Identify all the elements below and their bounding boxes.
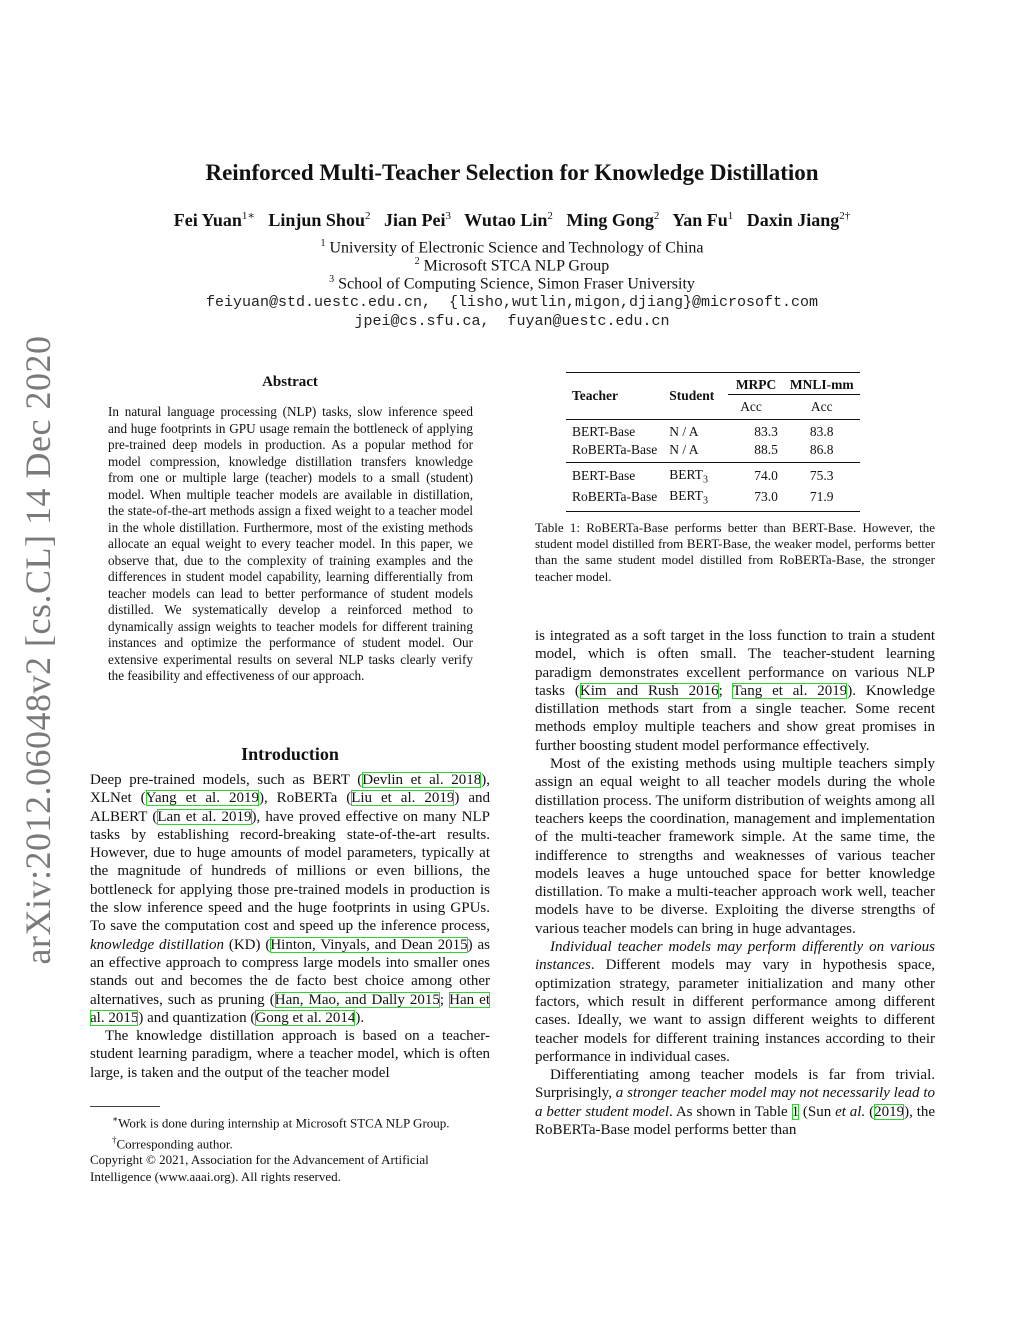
citation-link[interactable]: Devlin et al. 2018 [362,772,482,788]
footnote-rule [90,1106,160,1107]
col-subheader-acc: Acc [740,399,762,414]
copyright-notice: Copyright © 2021, Association for the Advancement of Artificial Intelligence (www.aaai.org). All rights reserved. [90,1152,429,1184]
right-paragraph-3: Individual teacher models may perform differently on various instances. Different models may vary in hypothesis space, optimization strategy, parameter initialization and many other factors, which result in different performance among different cases. Ideally, we want to assign different weights to different teacher models for different training instances according to their performance in individual cases. [535,939,935,1065]
col-subheader-acc: Acc [810,399,833,414]
citation-link[interactable]: Gong et al. 2014 [255,1009,356,1026]
citation-link[interactable]: Kim and Rush 2016 [579,682,719,699]
citation-link[interactable]: Han, Mao, and Dally 2015 [274,991,440,1008]
citation-link[interactable]: Lan et al. 2019 [157,808,252,825]
author: Fei Yuan$^{1∗}$ [173,210,255,230]
intro-paragraph-1: Deep pre-trained models, such as BERT (Devlin et al. 2018), XLNet (Yang et al. 2019), RoBERTa (Liu et al. 2019) and ALBERT (Lan et al. 2019), have proved effective on many NLP tasks by establishing record-breaking state-of-the-art results. However, due to huge amounts of model parameters, typically at the magnitude of hundreds of millions or even billions, the bottleneck for applying those pre-trained models in production is the slow inference speed and the huge footprints in using GPUs. To save the computation cost and speed up the inference process, knowledge distillation (KD) (Hinton, Vinyals, and Dean 2015) as an effective approach to compress large models into smaller ones stands out and becomes the de facto best choice among other alternatives, such as pruning (Han, Mao, and Dally 2015; Han et al. 2015) and quantization (Gong et al. 2014). [90,772,491,1026]
author: Jian Pei$^3$ [383,210,451,230]
intro-paragraph-2: The knowledge distillation approach is based on a teacher-student learning paradigm, where a teacher model, which is often large, is taken and the output of the teacher model [90,1028,490,1081]
citation-link[interactable]: Hinton, Vinyals, and Dean 2015 [270,936,468,953]
right-column-body [535,627,935,1139]
table-row: BERT-Base $BERT_3$ 74.0 75.3 [566,463,860,487]
col-header-mrpc: MRPC [728,373,784,395]
abstract-body: In natural language processing (NLP) tasks, slow inference speed and huge footprints in GPU usage remain the bottleneck of applying pre-trained deep models in production. As a popular method for model compression, knowledge distillation transfers knowledge from one or multiple large (teacher) models to a small (student) model. When multiple teacher models are available in distillation, the state-of-the-art methods assign a fixed weight to a teacher model in the whole distillation. Furthermore, most of the existing methods allocate an equal weight to every teacher model. In this paper, we observe that, due to the complexity of training examples and the differences in student model capability, learning differentially from teacher models can lead to better performance of student models distilled. We systematically develop a reinforced method to dynamically assign weights to teacher models for different training instances and optimize the performance of student model. Our extensive experimental results on several NLP tasks clearly verify the feasibility and effectiveness of our approach. [108,404,473,683]
author: Wutao Lin$^2$ [464,210,553,230]
right-paragraph-4: Differentiating among teacher models is far from trivial. Surprisingly, a stronger teacher model may not necessarily lead to a better student model. As shown in Table 1 (Sun et al. (2019), the RoBERTa-Base model performs better than [535,1067,936,1139]
introduction-body [90,771,490,1082]
citation-link[interactable]: 2019 [874,1103,905,1120]
citation-link[interactable]: Liu et al. 2019 [351,790,455,807]
paper-title: Reinforced Multi-Teacher Selection for Knowledge Distillation [205,160,819,185]
table-row: RoBERTa-Base $BERT_3$ 73.0 71.9 [566,487,860,512]
right-paragraph-1: is integrated as a soft target in the loss function to train a student model, which is often small. The teacher-student learning paradigm demonstrates excellent performance on various NLP tasks (Kim and Rush 2016; Tang et al. 2019). Knowledge distillation methods start from a single teacher. Some recent methods employ multiple teachers and show great promises in further boosting student model performance effectively. [535,628,935,754]
citation-link[interactable]: Yang et al. 2019 [145,790,259,807]
email-line-2: jpei@cs.sfu.ca, fuyan@uestc.edu.cn [354,313,670,330]
citation-link[interactable]: Tang et al. 2019 [732,682,848,699]
table-reference-link[interactable]: 1 [791,1103,800,1120]
arxiv-identifier [10,335,66,965]
footnotes [90,1111,490,1185]
citation-link[interactable]: Han et al. 2015 [90,991,490,1026]
table-row: RoBERTa-Base N / A 88.5 86.8 [572,442,834,457]
abstract-heading: Abstract [262,374,318,390]
author-list [0,209,1024,231]
affiliation-3: $^3$ School of Computing Science, Simon Fraser University [329,274,695,293]
arxiv-identifier-text: arXiv:2012.06048v2 [cs.CL] 14 Dec 2020 [18,335,58,965]
col-header-mnli: MNLI-mm [784,373,860,395]
table-row: BERT-Base N / A 83.3 83.8 [566,420,860,442]
right-paragraph-2: Most of the existing methods using multiple teachers simply assign an equal weight to all teacher models during the whole distillation process. The uniform distribution of weights among all teachers keeps the coordination, management and implementation of the multi-teacher framework simple. At the same time, the indifference to strengths and weaknesses of various teacher models leaves a huge untouched space for better knowledge distillation. To make a multi-teacher approach work well, teacher models have to be diverse. Exploiting the diverse strengths of various teacher models can bring in huge advantages. [535,756,935,937]
author: Daxin Jiang$^{2\dagger}$ [746,210,851,230]
footnote-1: ∗Work is done during internship at Microsoft STCA NLP Group. [112,1114,450,1131]
author: Linjun Shou$^2$ [268,210,371,230]
col-header-teacher: Teacher [572,388,618,403]
results-table [566,372,860,512]
table-caption: Table 1: RoBERTa-Base performs better than BERT-Base. However, the student model distilled from BERT-Base, the weaker model, performs better than the same student model distilled from RoBERTa-Base, the stronger teacher model. [535,520,935,584]
author: Yan Fu$^1$ [672,210,734,230]
col-header-student: Student [669,388,715,403]
author: Ming Gong$^2$ [566,210,660,230]
footnote-2: †Corresponding author. [112,1134,233,1151]
email-line-1: feiyuan@std.uestc.edu.cn, {lisho,wutlin,migon,djiang}@microsoft.com [205,294,819,311]
introduction-heading: Introduction [241,744,339,764]
affiliation-1: $^1$ University of Electronic Science and Technology of China [320,238,704,257]
affiliation-2: $^2$ Microsoft STCA NLP Group [414,256,610,275]
